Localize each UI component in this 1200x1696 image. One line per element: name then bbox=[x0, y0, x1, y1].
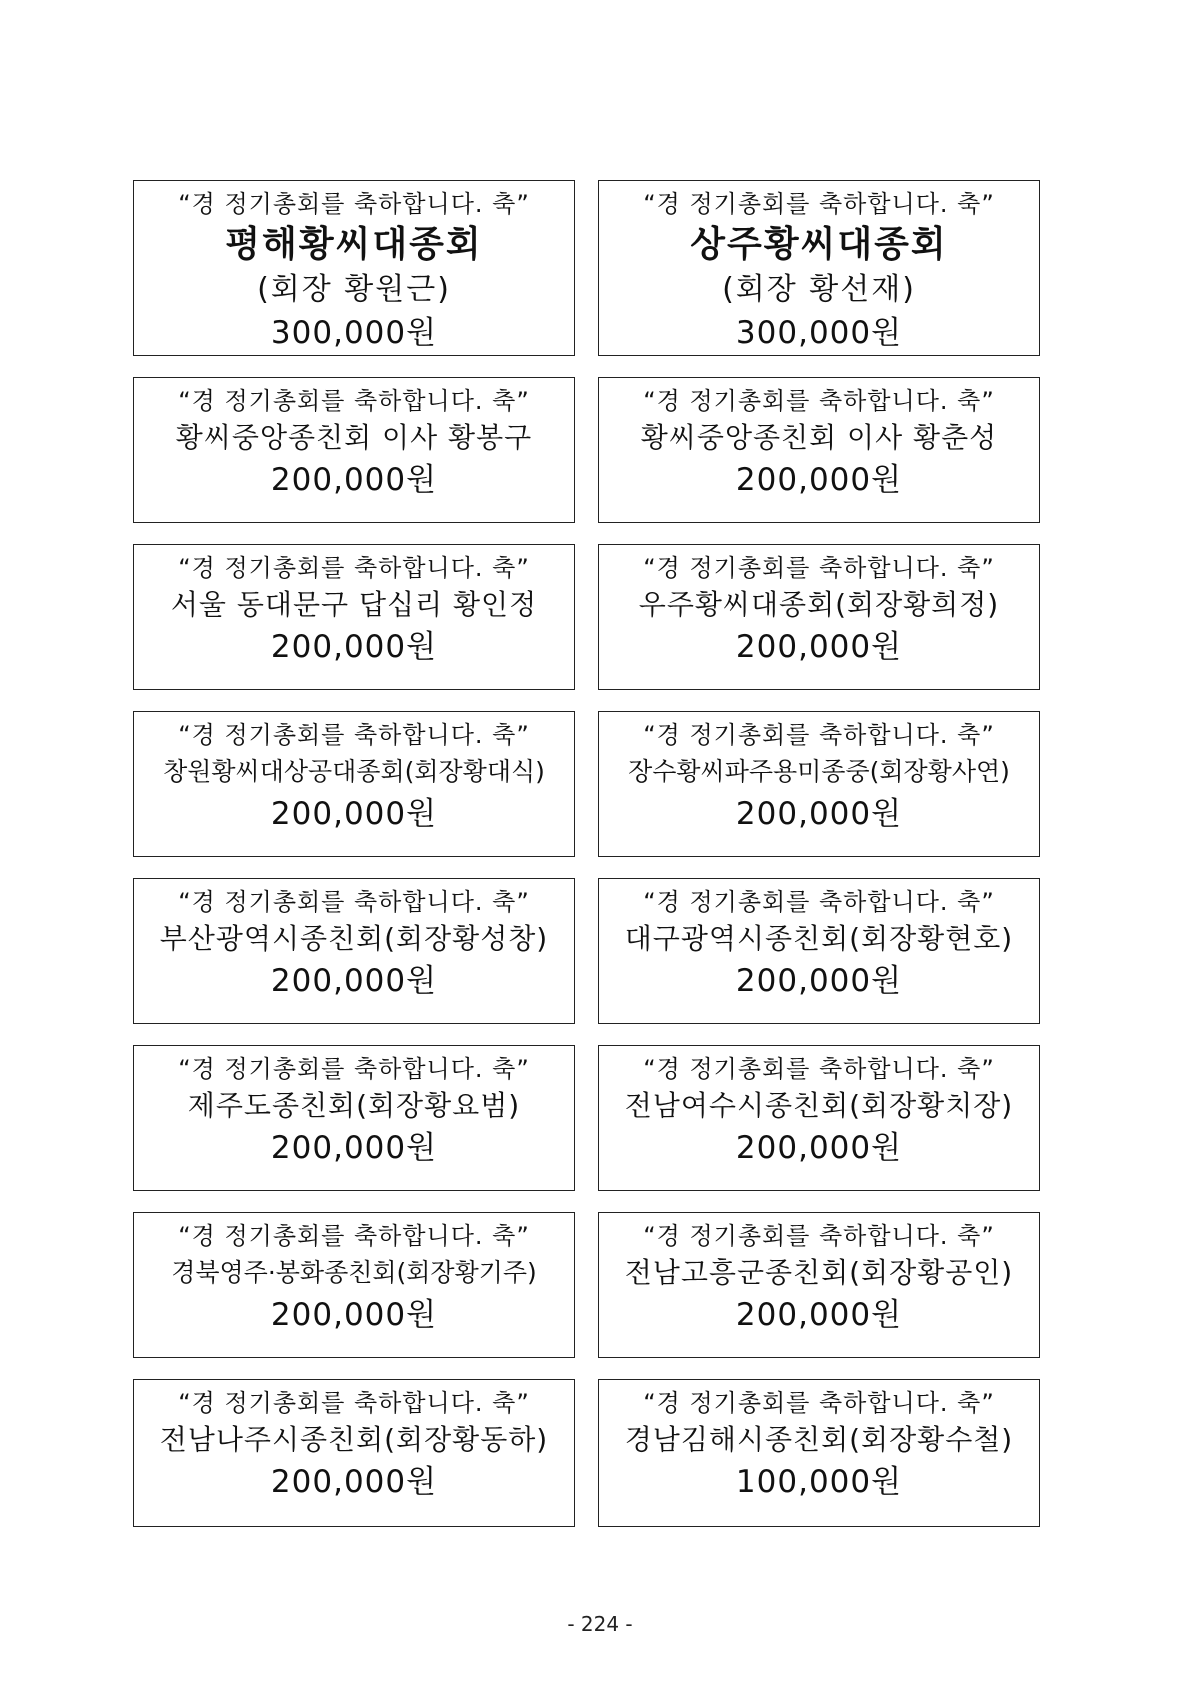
donor-name: 경북영주·봉화종친회(회장황기주) bbox=[171, 1258, 537, 1287]
donor-name: 전남여수시종친회(회장황치장) bbox=[624, 1089, 1014, 1122]
greeting-text: “경 정기총회를 축하합니다. 축” bbox=[178, 554, 530, 582]
donation-amount: 200,000원 bbox=[735, 1297, 903, 1333]
donation-card bbox=[598, 711, 1040, 857]
greeting-text: “경 정기총회를 축하합니다. 축” bbox=[178, 1389, 530, 1417]
donation-amount: 200,000원 bbox=[735, 462, 903, 498]
donation-card bbox=[133, 1045, 575, 1191]
donation-amount: 200,000원 bbox=[735, 1130, 903, 1166]
donor-name: 우주황씨대종회(회장황희정) bbox=[638, 588, 1000, 621]
donation-amount: 200,000원 bbox=[270, 1464, 438, 1500]
donation-card bbox=[598, 1379, 1040, 1527]
donor-name: 황씨중앙종친회 이사 황춘성 bbox=[640, 421, 998, 454]
donation-card bbox=[598, 180, 1040, 356]
donation-card bbox=[133, 878, 575, 1024]
card-row bbox=[133, 1045, 1040, 1191]
donation-card bbox=[598, 377, 1040, 523]
page-number: - 224 - bbox=[567, 1612, 633, 1636]
card-row bbox=[133, 711, 1040, 857]
donation-card bbox=[133, 377, 575, 523]
greeting-text: “경 정기총회를 축하합니다. 축” bbox=[178, 190, 530, 218]
donation-amount: 200,000원 bbox=[735, 796, 903, 832]
donation-card bbox=[598, 1212, 1040, 1358]
donation-amount: 200,000원 bbox=[735, 629, 903, 665]
donation-card bbox=[133, 1212, 575, 1358]
donation-amount: 300,000원 bbox=[735, 315, 903, 351]
greeting-text: “경 정기총회를 축하합니다. 축” bbox=[178, 1222, 530, 1250]
donation-card bbox=[133, 1379, 575, 1527]
donor-name: 부산광역시종친회(회장황성창) bbox=[159, 922, 549, 955]
donor-name: 전남고흥군종친회(회장황공인) bbox=[624, 1256, 1014, 1289]
card-row bbox=[133, 1379, 1040, 1527]
donation-card bbox=[598, 878, 1040, 1024]
donation-amount: 200,000원 bbox=[270, 1297, 438, 1333]
donation-amount: 200,000원 bbox=[270, 629, 438, 665]
donor-name: 경남김해시종친회(회장황수철) bbox=[624, 1423, 1014, 1456]
greeting-text: “경 정기총회를 축하합니다. 축” bbox=[178, 1055, 530, 1083]
donation-card bbox=[598, 1045, 1040, 1191]
card-row bbox=[133, 878, 1040, 1024]
greeting-text: “경 정기총회를 축하합니다. 축” bbox=[178, 888, 530, 916]
donor-chairman: (회장 황원근) bbox=[257, 272, 451, 307]
card-row bbox=[133, 180, 1040, 356]
greeting-text: “경 정기총회를 축하합니다. 축” bbox=[643, 1055, 995, 1083]
donation-amount: 200,000원 bbox=[270, 462, 438, 498]
donor-name: 황씨중앙종친회 이사 황봉구 bbox=[175, 421, 533, 454]
donation-amount: 200,000원 bbox=[735, 963, 903, 999]
donation-card bbox=[133, 544, 575, 690]
donation-card bbox=[133, 180, 575, 356]
donor-name: 전남나주시종친회(회장황동하) bbox=[159, 1423, 549, 1456]
donation-amount: 300,000원 bbox=[270, 315, 438, 351]
donor-name: 창원황씨대상공대종회(회장황대식) bbox=[163, 757, 545, 786]
greeting-text: “경 정기총회를 축하합니다. 축” bbox=[643, 554, 995, 582]
donor-name: 장수황씨파주용미종중(회장황사연) bbox=[628, 757, 1010, 786]
greeting-text: “경 정기총회를 축하합니다. 축” bbox=[643, 190, 995, 218]
donation-card bbox=[598, 544, 1040, 690]
greeting-text: “경 정기총회를 축하합니다. 축” bbox=[643, 888, 995, 916]
greeting-text: “경 정기총회를 축하합니다. 축” bbox=[643, 387, 995, 415]
greeting-text: “경 정기총회를 축하합니다. 축” bbox=[178, 387, 530, 415]
donor-name: 대구광역시종친회(회장황현호) bbox=[624, 922, 1014, 955]
donation-amount: 100,000원 bbox=[735, 1464, 903, 1500]
donor-name: 제주도종친회(회장황요범) bbox=[187, 1089, 521, 1122]
card-row bbox=[133, 544, 1040, 690]
greeting-text: “경 정기총회를 축하합니다. 축” bbox=[643, 721, 995, 749]
donor-name: 평해황씨대종회 bbox=[225, 224, 483, 265]
greeting-text: “경 정기총회를 축하합니다. 축” bbox=[178, 721, 530, 749]
donation-amount: 200,000원 bbox=[270, 1130, 438, 1166]
donor-name: 서울 동대문구 답십리 황인정 bbox=[170, 588, 538, 621]
donation-amount: 200,000원 bbox=[270, 796, 438, 832]
card-row bbox=[133, 1212, 1040, 1358]
donor-name: 상주황씨대종회 bbox=[690, 224, 948, 265]
donation-card bbox=[133, 711, 575, 857]
greeting-text: “경 정기총회를 축하합니다. 축” bbox=[643, 1389, 995, 1417]
greeting-text: “경 정기총회를 축하합니다. 축” bbox=[643, 1222, 995, 1250]
donation-card-grid bbox=[133, 180, 1040, 1548]
donor-chairman: (회장 황선재) bbox=[722, 272, 916, 307]
card-row bbox=[133, 377, 1040, 523]
donation-amount: 200,000원 bbox=[270, 963, 438, 999]
